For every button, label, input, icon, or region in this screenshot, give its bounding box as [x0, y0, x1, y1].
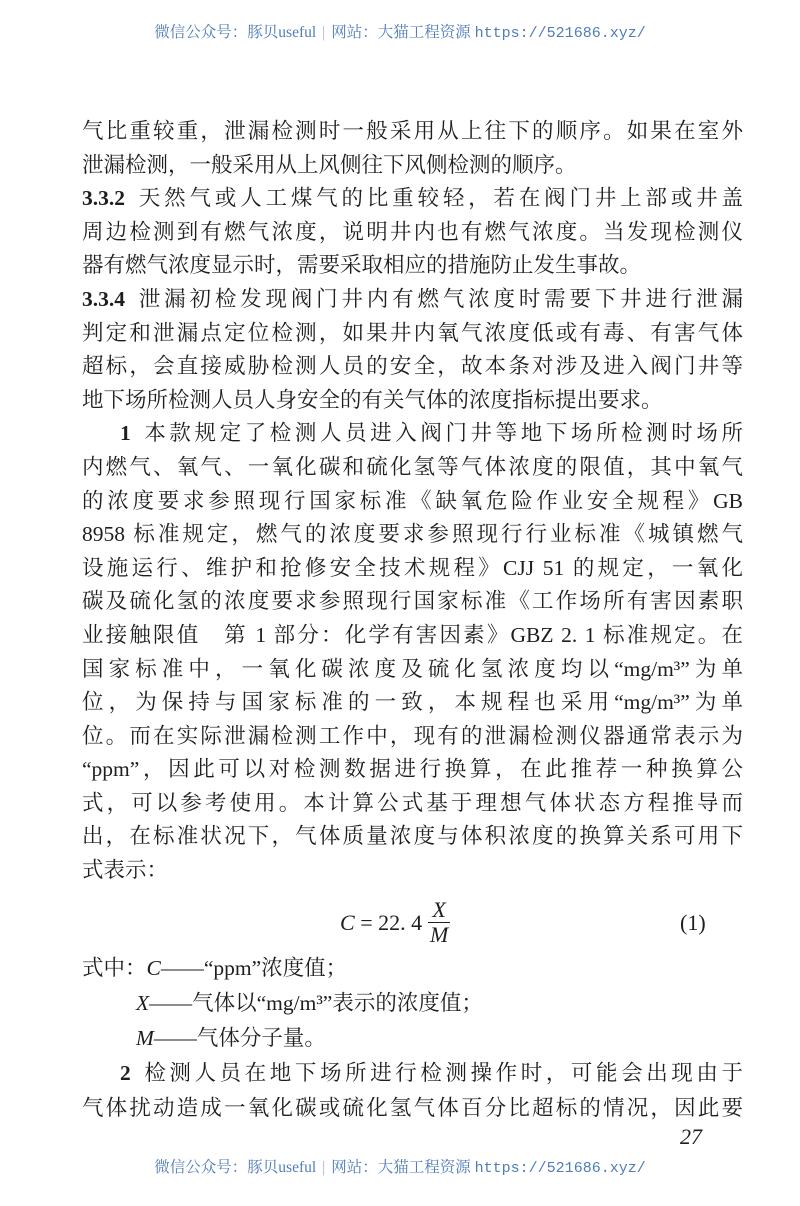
symbol: C	[146, 956, 161, 980]
text-line: 碳及硫化氢的浓度要求参照现行国家标准《工作场所有害因素职	[82, 589, 743, 614]
formula-1	[0, 888, 800, 948]
text-line: “ppm”，因此可以对检测数据进行换算，在此推荐一种换算公	[82, 757, 743, 782]
text-line: 超标，会直接威胁检测人员的安全，故本条对涉及进入阀门井等	[82, 354, 743, 379]
watermark-site: 网站：大猫工程资源	[331, 1159, 471, 1176]
top-watermark	[0, 20, 800, 42]
watermark-site: 网站：大猫工程资源	[331, 24, 471, 41]
text-line: 设施运行、维护和抢修安全技术规程》CJJ 51 的规定，一氧化	[82, 555, 743, 580]
watermark-separator: |	[322, 1159, 326, 1176]
definition-m	[82, 1021, 743, 1056]
item-2-block	[82, 1056, 743, 1126]
item-1	[82, 417, 743, 451]
text-line: 业接触限值 第 1 部分：化学有害因素》GBZ 2. 1 标准规定。在	[82, 622, 743, 647]
definition-c	[82, 951, 743, 986]
text-line: 8958 标准规定，燃气的浓度要求参照现行行业标准《城镇燃气	[82, 522, 743, 547]
text-line: 国家标准中，一氧化碳浓度及硫化氢浓度均以“mg/m³”为单	[82, 656, 743, 681]
page-number: 27	[680, 1124, 702, 1149]
item-number: 2	[120, 1061, 131, 1085]
watermark-url[interactable]: https://521686.xyz/	[474, 25, 646, 42]
clause-text: 泄漏初检发现阀门井内有燃气浓度时需要下井进行泄漏	[135, 286, 743, 311]
symbol-desc: ——气体分子量。	[153, 1026, 326, 1050]
formula-eq: = 22. 4	[360, 909, 423, 935]
text-line: 出，在标准状况下，气体质量浓度与体积浓度的换算关系可用下	[82, 824, 743, 849]
item-2	[82, 1056, 743, 1091]
text-line: 器有燃气浓度显示时，需要采取相应的措施防止发生事故。	[82, 253, 642, 278]
where-intro: 式中：	[82, 956, 147, 980]
clause-text: 天然气或人工煤气的比重较轻，若在阀门井上部或井盖	[135, 186, 743, 211]
text-line: 式表示：	[82, 858, 169, 883]
text-line: 气比重较重，泄漏检测时一般采用从上往下的顺序。如果在室外	[82, 119, 743, 143]
text-line: 内燃气、氧气、一氧化碳和硫化氢等气体浓度的限值，其中氧气	[82, 454, 743, 479]
item-text: 检测人员在地下场所进行检测操作时，可能会出现由于	[140, 1061, 743, 1085]
clause-3-3-4	[82, 283, 743, 317]
text-line: 位。而在实际泄漏检测工作中，现有的泄漏检测仪器通常表示为	[82, 723, 743, 748]
clause-3-3-2	[82, 182, 743, 216]
text-line: 式，可以参考使用。本计算公式基于理想气体状态方程推导而	[82, 790, 743, 815]
symbol-desc: ——气体以“mg/m³”表示的浓度值；	[149, 991, 483, 1015]
text-line: 地下场所检测人员人身安全的有关气体的浓度指标提出要求。	[82, 387, 663, 412]
symbol-desc: ——“ppm”浓度值；	[160, 956, 348, 980]
watermark-url[interactable]: https://521686.xyz/	[474, 1160, 646, 1177]
text-line: 泄漏检测，一般采用从上风侧往下风侧检测的顺序。	[82, 152, 577, 177]
item-number: 1	[120, 421, 131, 446]
definition-x	[82, 986, 743, 1021]
formula-numerator: X	[432, 897, 446, 922]
formula-denominator: M	[429, 922, 449, 947]
watermark-wechat: 微信公众号：豚贝useful	[154, 24, 317, 41]
text-line: 周边检测到有燃气浓度，说明井内也有燃气浓度。当发现检测仪	[82, 219, 743, 244]
symbol: M	[136, 1026, 154, 1050]
equation-number: (1)	[680, 910, 706, 935]
document-body	[82, 115, 743, 888]
formula-lhs: C	[340, 909, 355, 935]
text-line: 的浓度要求参照现行国家标准《缺氧危险作业安全规程》GB	[82, 488, 743, 513]
text-line: 判定和泄漏点定位检测，如果井内氧气浓度低或有毒、有害气体	[82, 320, 743, 345]
watermark-wechat: 微信公众号：豚贝useful	[154, 1159, 317, 1176]
text-line: 位，为保持与国家标准的一致，本规程也采用“mg/m³”为单	[82, 690, 743, 715]
clause-number: 3.3.4	[82, 286, 125, 311]
formula-expression	[340, 898, 450, 947]
bottom-watermark	[0, 1155, 800, 1177]
watermark-separator: |	[322, 24, 326, 41]
symbol: X	[136, 991, 150, 1015]
variable-definitions	[82, 951, 743, 1056]
item-text: 本款规定了检测人员进入阀门井等地下场所检测时场所	[140, 421, 743, 446]
clause-number: 3.3.2	[82, 186, 125, 211]
formula-fraction	[428, 898, 450, 947]
text-line: 气体扰动造成一氧化碳或硫化氢气体百分比超标的情况，因此要	[82, 1096, 743, 1120]
